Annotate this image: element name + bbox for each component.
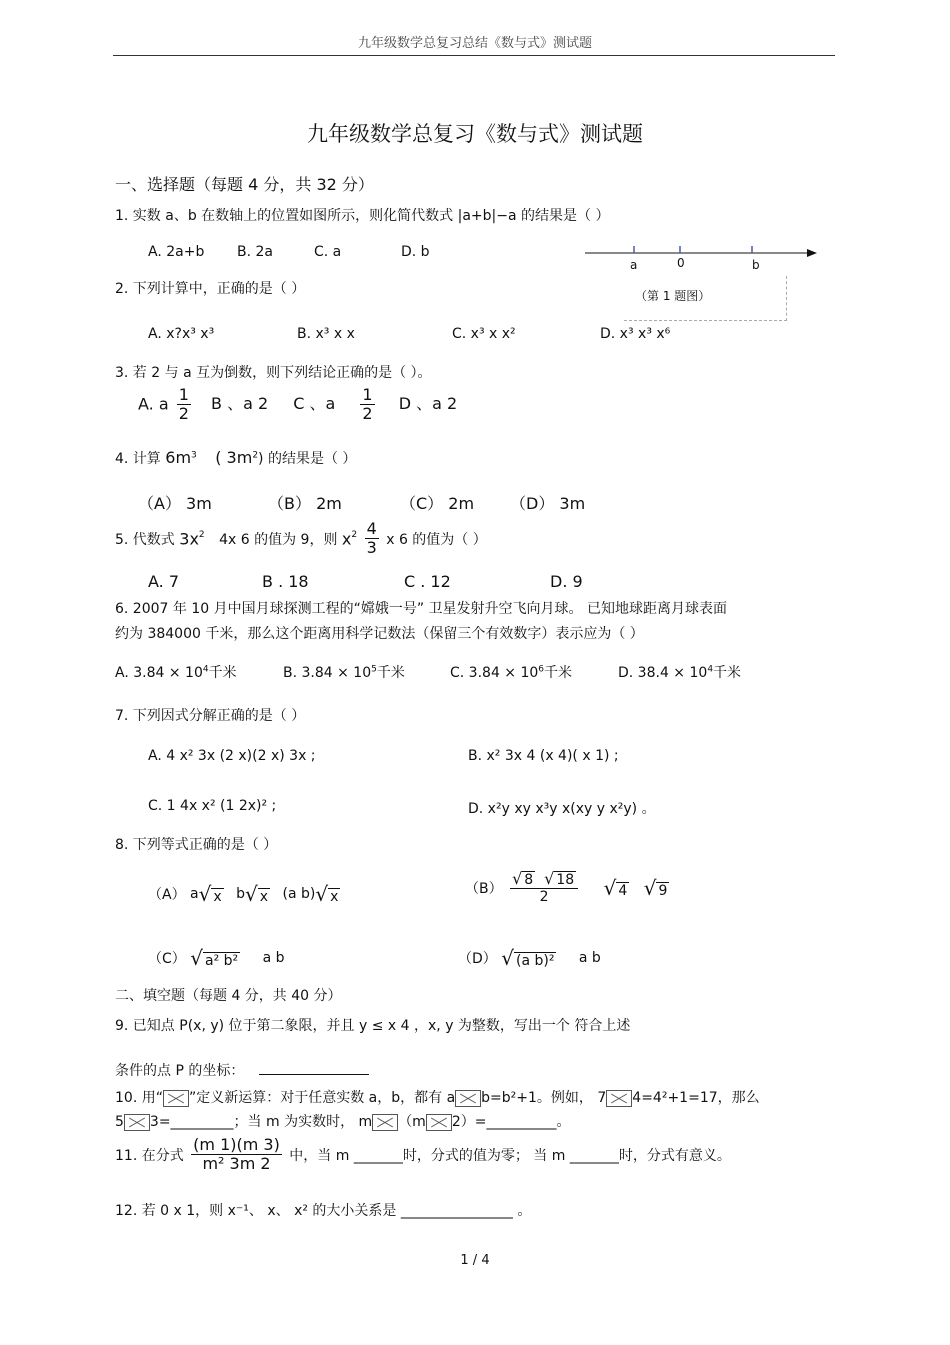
q1-label-b: b: [752, 258, 760, 272]
q3-option-d: D 、a 2: [398, 394, 458, 414]
q4-option-a: （A） 3m: [138, 494, 212, 513]
q4-option-c: （C） 2m: [400, 494, 475, 513]
q11-text: 11. 在分式 $\frac{(m 1)(m 3)}{\text{m² 3m 2}}$ 中，当 m _______时，分式的值为零； 当 m _______时，分式有意义。: [115, 1135, 731, 1174]
q6-option-d: D. $38.4 \times 10^4$千米: [618, 664, 742, 681]
q9-answer-blank[interactable]: [259, 1060, 369, 1075]
q3-option-b: B 、a 2: [211, 394, 269, 414]
q8-option-b: （B） $\frac{√ 8 √ 18}{2}$ √ 4 √ 9: [465, 869, 668, 906]
custom-operator-icon: [606, 1090, 632, 1107]
q2-option-b: B. x³ x x: [297, 326, 355, 342]
q1-option-b: B. 2a: [237, 244, 273, 260]
q4-option-b: （B） 2m: [268, 494, 342, 513]
q12-text: 12. 若 0 x 1，则 x⁻¹、 x、 x² 的大小关系是 ________________ 。: [115, 1203, 532, 1219]
q1-label-a: a: [630, 258, 638, 272]
q1-option-c: C. a: [314, 244, 342, 260]
q8-text: 8. 下列等式正确的是（ ）: [115, 837, 278, 853]
q5-fraction: $\frac{4}{3}$: [366, 519, 377, 558]
section2-heading: 二、填空题（每题 4 分，共 40 分）: [115, 988, 342, 1004]
q1-figure-caption: （第 1 题图）: [635, 289, 711, 303]
custom-operator-icon: [426, 1114, 452, 1131]
q9-line1: 9. 已知点 P(x, y) 位于第二象限，并且 y ≤ x 4 ，x, y 为整数，写出一个 符合上述: [115, 1018, 631, 1034]
q3-option-c: C 、a: [293, 394, 336, 414]
q7-option-b: B. x² 3x 4 (x 4)( x 1) ;: [468, 748, 619, 764]
page-number: 1 / 4: [460, 1253, 490, 1268]
q2-option-d: D. x³ x³ x⁶: [600, 326, 671, 342]
running-header: 九年级数学总复习总结《数与式》测试题: [357, 36, 592, 51]
q8-option-a: （A） a√ x b√ x (a b)√ x: [148, 882, 339, 906]
header-divider: [113, 55, 835, 56]
q3-option-c-fraction: $\frac{1}{2}$: [362, 385, 373, 424]
q9-line2: 条件的点 P 的坐标：: [115, 1060, 369, 1080]
page-title: 九年级数学总复习《数与式》测试题: [307, 122, 643, 146]
q7-option-d: D. x²y xy x³y x(xy y x²y) 。: [468, 801, 656, 817]
q8-option-d: （D） √ (a b)² a b: [458, 946, 601, 970]
custom-operator-icon: [455, 1090, 481, 1107]
q6-line2: 约为 384000 千米，那么这个距离用科学记数法（保留三个有效数字）表示应为（ ）: [115, 626, 644, 642]
q6-option-c: C. $3.84 \times 10^6$千米: [450, 664, 573, 681]
q5-option-a: A. 7: [148, 572, 180, 591]
q11-fraction: $\frac{(m 1)(m 3)}{\text{m² 3m 2}}$: [193, 1135, 280, 1174]
q3-option-a: A. a: [138, 394, 169, 414]
q10-line2: 5 3=_________；当 m 为实数时， m （m 2）=__________。: [115, 1114, 571, 1130]
q1-text: 1. 实数 a、b 在数轴上的位置如图所示，则化简代数式 |a+b|−a 的结果是（ ）: [115, 208, 610, 224]
q3-text: 3. 若 2 与 a 互为倒数，则下列结论正确的是（ ）。: [115, 365, 432, 381]
q7-text: 7. 下列因式分解正确的是（ ）: [115, 708, 306, 724]
q5-option-c: C . 12: [404, 572, 451, 591]
q3-options-row: [138, 386, 457, 424]
q5-text: 5. 代数式 $3x^2$ 4x 6 的值为 9，则 $x^2$ $\frac{4}{3}$ x 6 的值为（ ）: [115, 519, 487, 558]
q10-line1: 10. 用“ ”定义新运算：对于任意实数 a，b，都有 a b=b²+1。例如， 7 4=4²+1=17，那么: [115, 1090, 760, 1106]
q8-option-c: （C） √ a² b² a b: [148, 946, 285, 970]
q5-option-d: D. 9: [550, 572, 583, 591]
q6-option-a: A. $3.84 \times 10^4$千米: [115, 664, 237, 681]
q5-option-b: B . 18: [262, 572, 309, 591]
custom-operator-icon: [124, 1114, 150, 1131]
custom-operator-icon: [372, 1114, 398, 1131]
q1-number-line: [585, 240, 820, 270]
q4-option-d: （D） 3m: [510, 494, 586, 513]
q2-option-c: C. x³ x x²: [452, 326, 516, 342]
q3-option-a-fraction: $\frac{1}{2}$: [178, 385, 189, 424]
q2-option-a: A. x?x³ x³: [148, 326, 215, 342]
q7-option-a: A. 4 x² 3x (2 x)(2 x) 3x ;: [148, 748, 316, 764]
custom-operator-icon: [163, 1090, 189, 1107]
section1-heading: 一、选择题（每题 4 分，共 32 分）: [115, 175, 374, 194]
q1-option-a: A. 2a+b: [148, 244, 205, 260]
q6-option-b: B. $3.84 \times 10^5$千米: [283, 664, 405, 681]
q1-label-0: 0: [677, 256, 685, 270]
q2-text: 2. 下列计算中，正确的是（ ）: [115, 281, 306, 297]
q4-text: 4. 计算 $6m^3$ ( $3m^2$) 的结果是（ ）: [115, 448, 357, 467]
q7-option-c: C. 1 4x x² (1 2x)² ;: [148, 798, 277, 814]
q1-option-d: D. b: [401, 244, 430, 260]
q6-line1: 6. 2007 年 10 月中国月球探测工程的“嫦娥一号” 卫星发射升空飞向月球。 已知地球距离月球表面: [115, 601, 728, 617]
